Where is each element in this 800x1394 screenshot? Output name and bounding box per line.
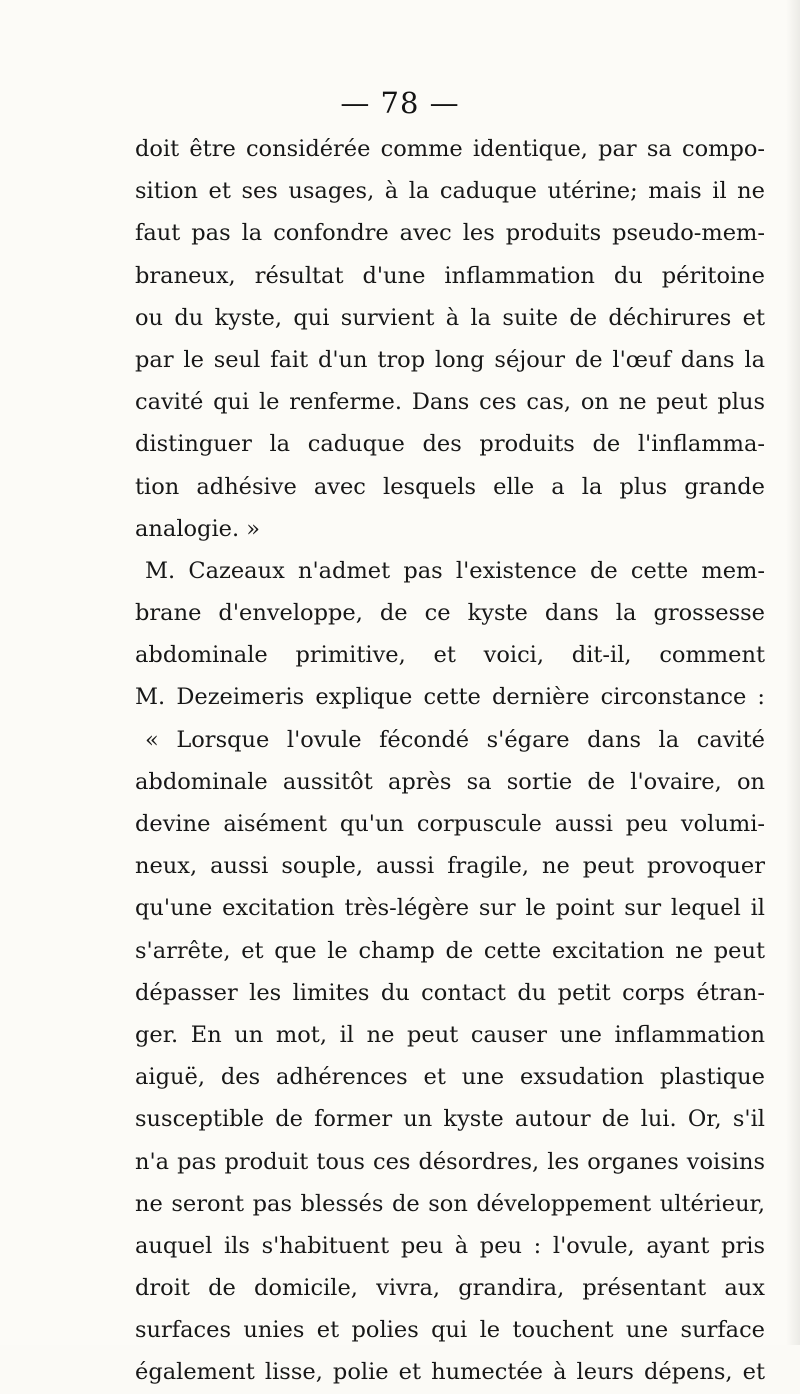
text-line: surfaces unies et polies qui le touchent une surface (135, 1317, 765, 1344)
text-line: abdominale aussitôt après sa sortie de l'ovaire, on (135, 768, 765, 795)
text-line: par le seul fait d'un trop long séjour de l'œuf dans la (135, 346, 765, 373)
page-number: — 78 — (340, 86, 460, 120)
text-line: sition et ses usages, à la caduque utérine; mais il ne (135, 178, 765, 205)
text-line: faut pas la confondre avec les produits pseudo-mem- (135, 220, 765, 247)
text-line: M. Cazeaux n'admet pas l'existence de cette mem- (145, 557, 765, 584)
text-line: auquel ils s'habituent peu à peu : l'ovule, ayant pris (135, 1232, 765, 1259)
text-line: abdominale primitive, et voici, dit-il, comment (135, 642, 765, 669)
text-line: ger. En un mot, il ne peut causer une inflammation (135, 1021, 765, 1048)
text-line: distinguer la caduque des produits de l'inflamma- (135, 431, 765, 458)
text-line: aiguë, des adhérences et une exsudation plastique (135, 1064, 765, 1091)
text-line: doit être considérée comme identique, par sa compo- (135, 136, 765, 162)
text-line: qu'une excitation très-légère sur le point sur lequel il (135, 895, 765, 922)
text-line: analogie. » (135, 515, 261, 542)
text-line: braneux, résultat d'une inflammation du péritoine (135, 262, 765, 289)
text-line: neux, aussi souple, aussi fragile, ne peut provoquer (135, 853, 765, 880)
text-line: « Lorsque l'ovule fécondé s'égare dans la cavité (145, 726, 765, 753)
text-line: cavité qui le renferme. Dans ces cas, on ne peut plus (135, 389, 765, 416)
text-line: n'a pas produit tous ces désordres, les organes voisins (135, 1148, 765, 1175)
text-line: également lisse, polie et humectée à leurs dépens, et (135, 1359, 765, 1386)
text-line: ou du kyste, qui survient à la suite de déchirures et (135, 304, 765, 331)
text-line: tion adhésive avec lesquels elle a la plus grande (135, 473, 765, 500)
text-line: droit de domicile, vivra, grandira, présentant aux (135, 1275, 765, 1302)
text-line: dépasser les limites du contact du petit corps étran- (135, 979, 765, 1006)
page-edge-shadow (786, 0, 800, 1345)
text-line: M. Dezeimeris explique cette dernière circonstance : (135, 684, 765, 711)
body-text (135, 128, 765, 1394)
text-line: s'arrête, et que le champ de cette excitation ne peut (135, 937, 765, 964)
text-line: susceptible de former un kyste autour de lui. Or, s'il (135, 1106, 765, 1133)
text-line: brane d'enveloppe, de ce kyste dans la grossesse (135, 600, 765, 627)
text-line: devine aisément qu'un corpuscule aussi peu volumi- (135, 811, 765, 837)
text-line: ne seront pas blessés de son développement ultérieur, (135, 1190, 765, 1217)
